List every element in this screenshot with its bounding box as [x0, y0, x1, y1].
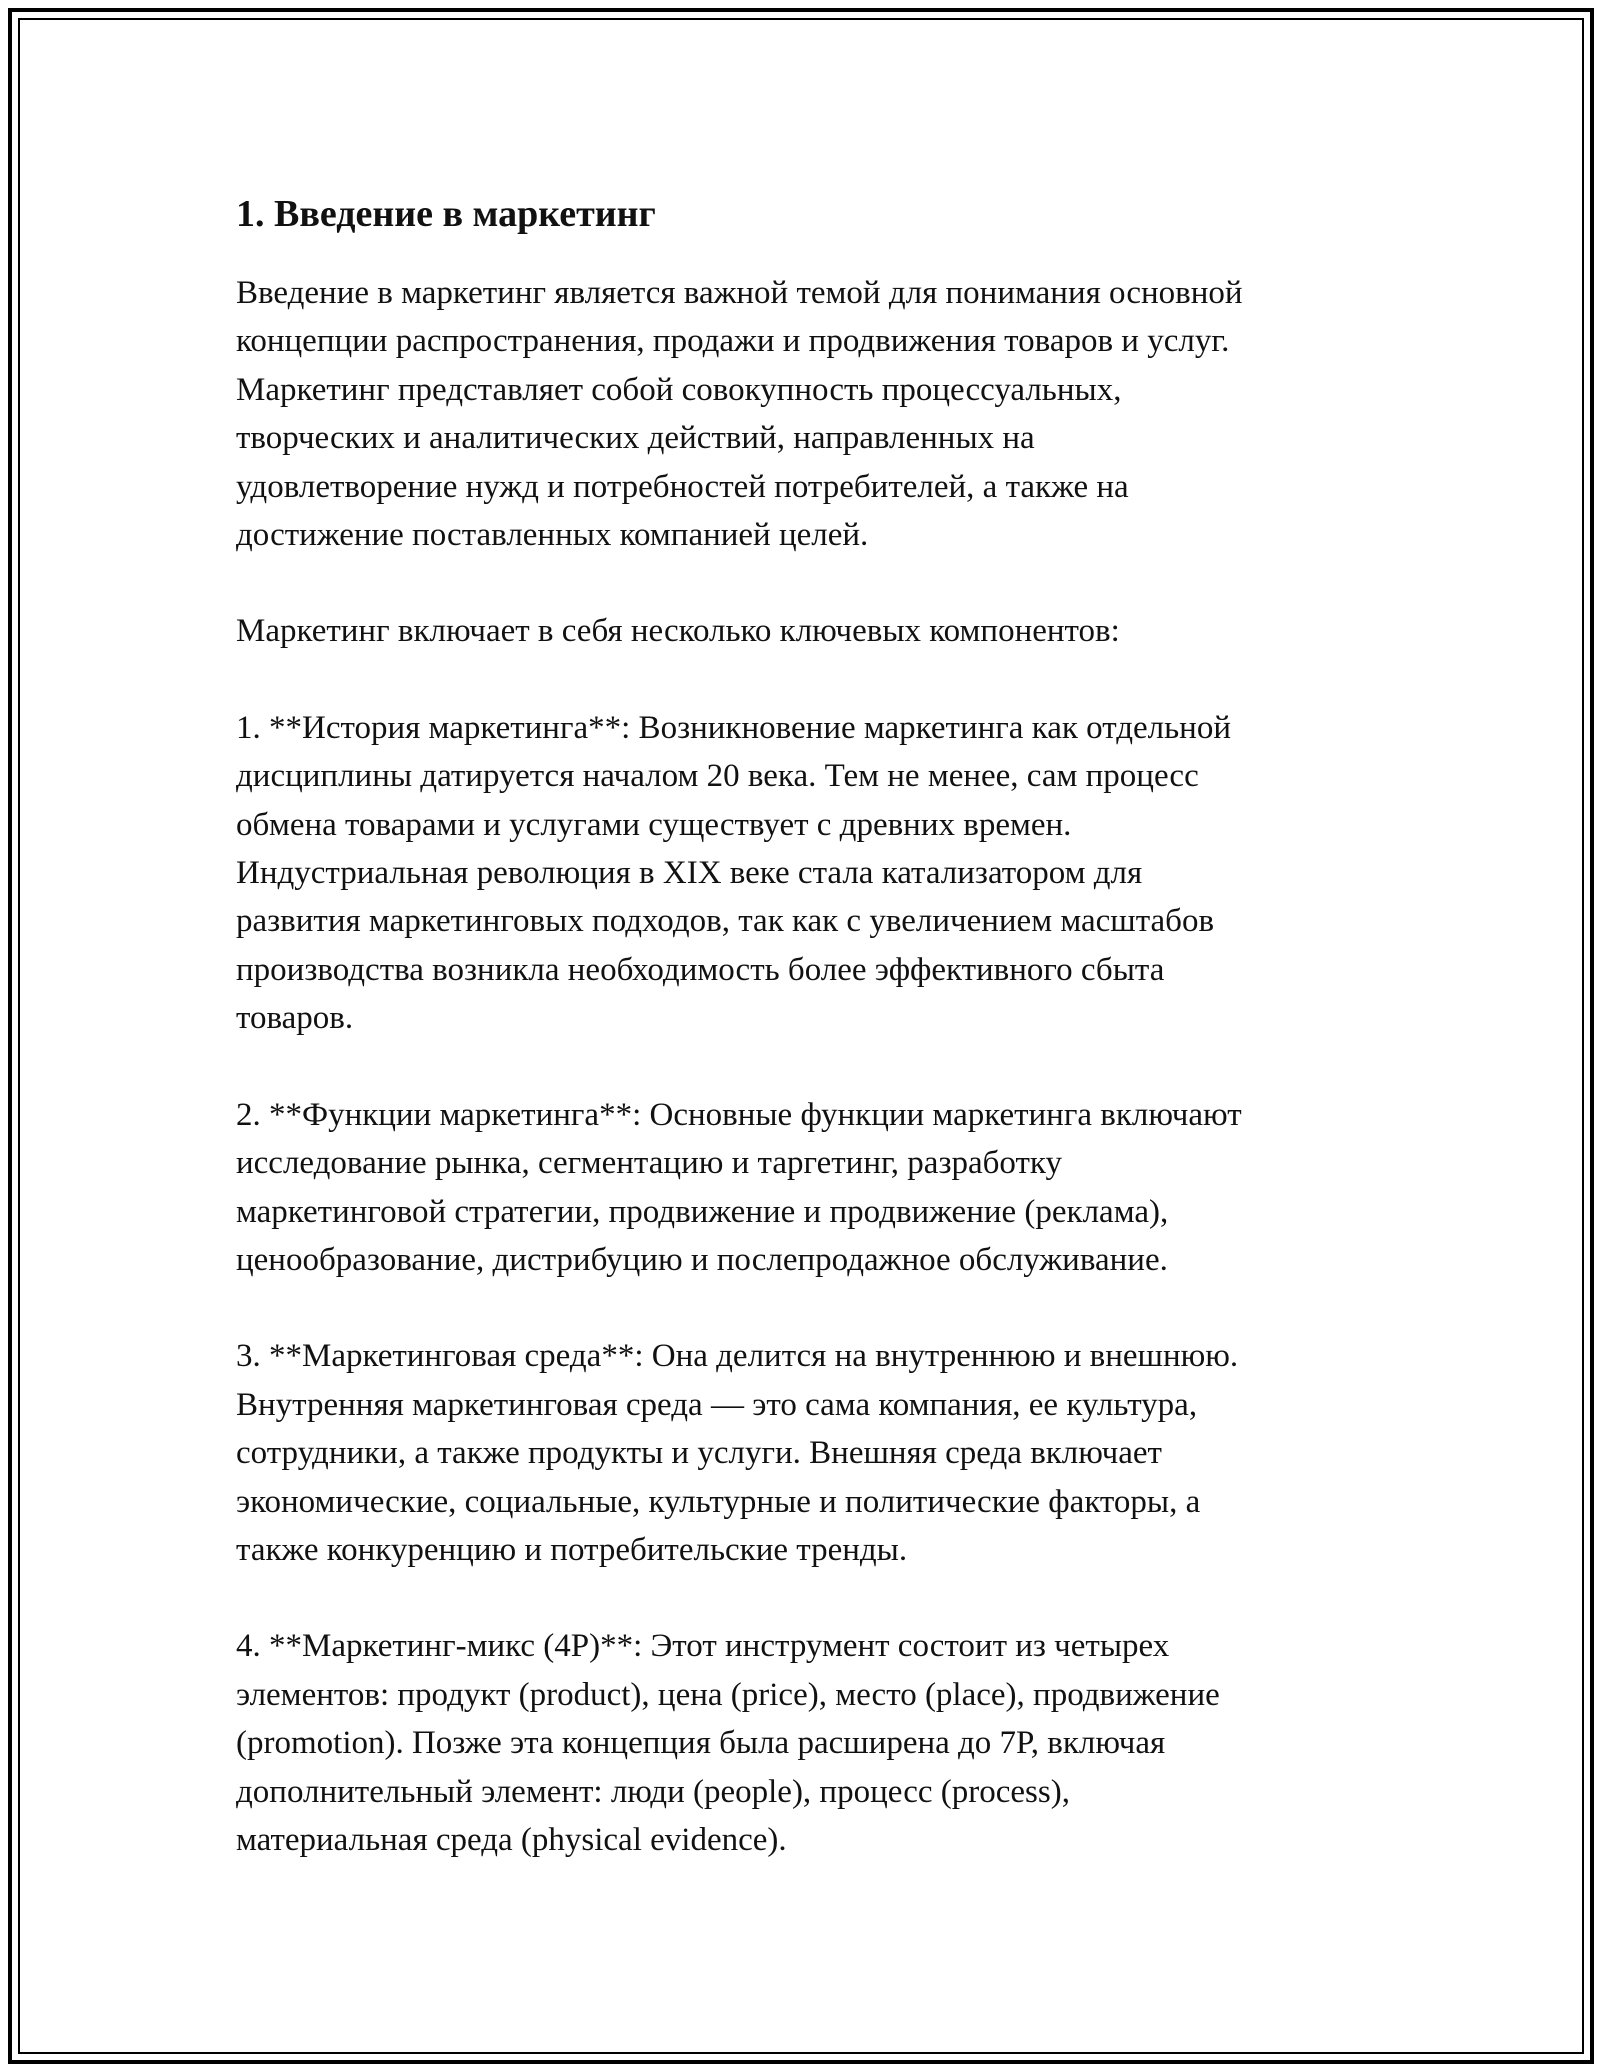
paragraph-functions: 2. **Функции маркетинга**: Основные функции маркетинга включают исследование рынка, сегментацию и таргетинг, разработку маркетинговой стратегии, продвижение и продвижение (реклама), ценообразование, дистрибуцию и послепродажное обслуживание.: [236, 1096, 1242, 1278]
paragraph-environment: 3. **Маркетинговая среда**: Она делится на внутреннюю и внешнюю. Внутренняя маркетинговая среда — это сама компания, ее культура, сотрудники, а также продукты и услуги. Внешняя среда включает экономические, социальные, культурные и политические факторы, а также конкуренцию и потребительские тренды.: [236, 1338, 1239, 1568]
paragraph-marketing-mix: 4. **Маркетинг-микс (4P)**: Этот инструмент состоит из четырех элементов: продукт (product), цена (price), место (place), продвижение (promotion). Позже эта концепция была расширена до 7P, включая дополнительный элемент: люди (people), процесс (process), материальная среда (physical evidence).: [236, 1628, 1220, 1858]
paragraph-components-lead: Маркетинг включает в себя несколько ключевых компонентов:: [236, 613, 1120, 650]
section-heading: 1. Введение в маркетинг: [236, 193, 656, 235]
document-body: [236, 185, 1376, 1912]
paragraph-history: 1. **История маркетинга**: Возникновение маркетинга как отдельной дисциплины датируется началом 20 века. Тем не менее, сам процесс обмена товарами и услугами существует с древних времен. Индустриальная революция в XIX веке стала катализатором для развития маркетинговых подходов, так как с увеличением масштабов производства возникла необходимость более эффективного сбыта товаров.: [236, 709, 1231, 1037]
paragraph-intro: Введение в маркетинг является важной темой для понимания основной концепции распространения, продажи и продвижения товаров и услуг. Маркетинг представляет собой совокупность процессуальных, творческих и аналитических действий, направленных на удовлетворение нужд и потребностей потребителей, а также на достижение поставленных компанией целей.: [236, 275, 1243, 554]
